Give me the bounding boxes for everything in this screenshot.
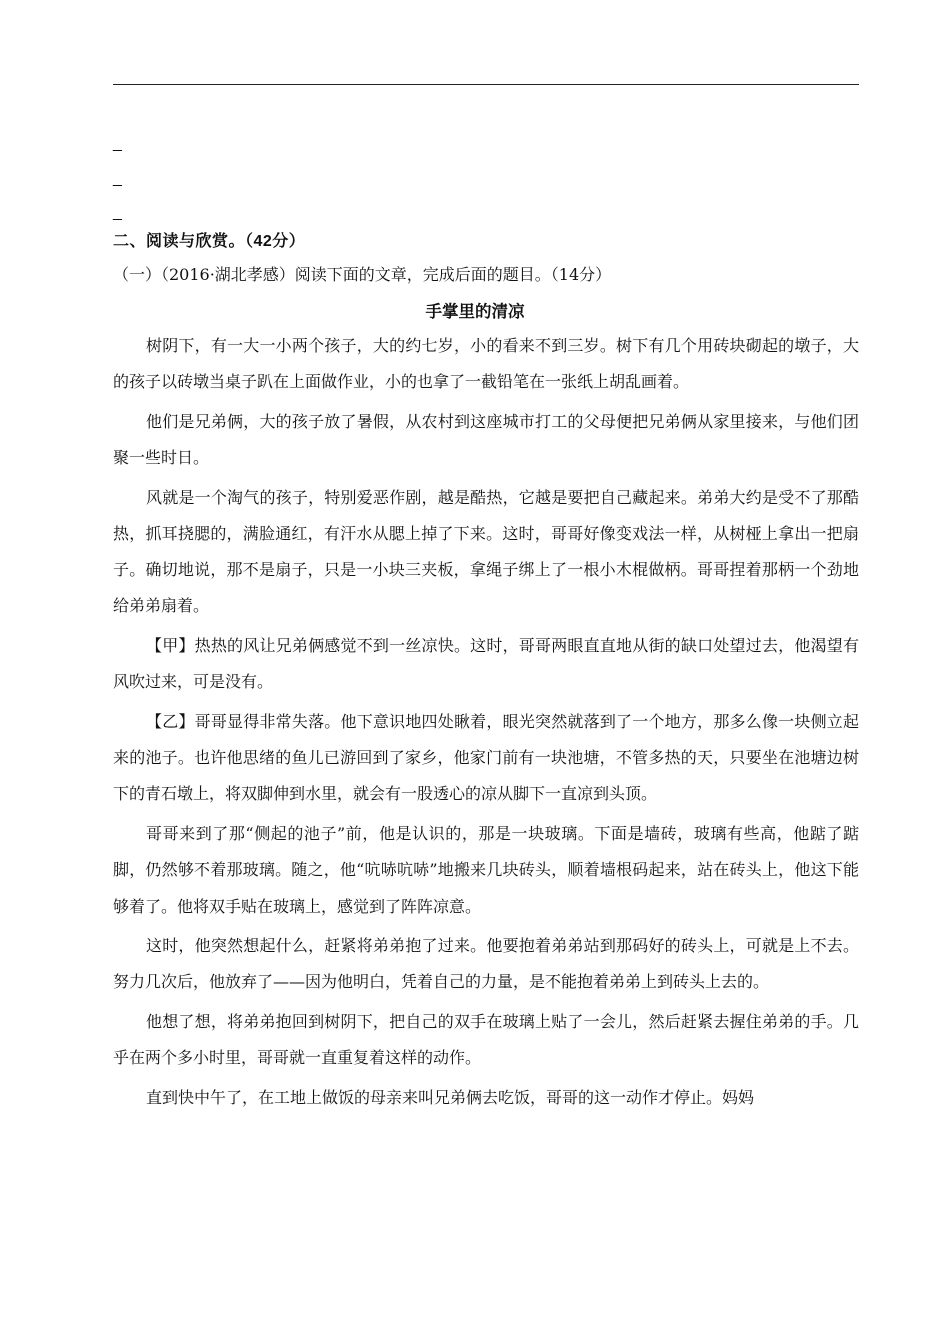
blank-line-3: _ xyxy=(113,204,122,221)
paragraph-3: 风就是一个淘气的孩子，特别爱恶作剧，越是酷热，它越是要把自己藏起来。弟弟大约是受不了那酷热，抓耳挠腮的，满脸通红，有汗水从腮上掉了下来。这时，哥哥好像变戏法一样，从树桠上拿出一把扇子。确切地说，那不是扇子，只是一小块三夹板，拿绳子绑上了一根小木棍做柄。哥哥捏着那柄一个劲地给弟弟扇着。 xyxy=(113,487,859,616)
article-body xyxy=(113,328,859,1120)
paragraph-8: 他想了想，将弟弟抱回到树阴下，把自己的双手在玻璃上贴了一会儿，然后赶紧去握住弟弟的手。几乎在两个多小时里，哥哥就一直重复着这样的动作。 xyxy=(113,1012,859,1068)
blank-line-2: _ xyxy=(113,170,122,187)
paragraph-2: 他们是兄弟俩，大的孩子放了暑假，从农村到这座城市打工的父母便把兄弟俩从家里接来，与他们团聚一些时日。 xyxy=(113,411,859,468)
paragraph-9: 直到快中午了，在工地上做饭的母亲来叫兄弟俩去吃饭，哥哥的这一动作才停止。妈妈 xyxy=(146,1088,755,1108)
blank-line-1: _ xyxy=(113,135,122,152)
paragraph-4: 【甲】热热的风让兄弟俩感觉不到一丝凉快。这时，哥哥两眼直直地从街的缺口处望过去，他渴望有风吹过来，可是没有。 xyxy=(113,636,859,692)
paragraph-5: 【乙】哥哥显得非常失落。他下意识地四处瞅着，眼光突然就落到了一个地方，那多么像一块侧立起来的池子。也许他思绪的鱼儿已游回到了家乡，他家门前有一块池塘，不管多热的天，只要坐在池塘边树下的青石墩上，将双脚伸到水里，就会有一股透心的凉从脚下一直凉到头顶。 xyxy=(113,712,859,804)
header-rule xyxy=(113,84,859,85)
subsection-heading: （一）（2016·湖北孝感）阅读下面的文章，完成后面的题目。（14分） xyxy=(113,265,612,284)
article-title: 手掌里的清凉 xyxy=(425,303,525,321)
paragraph-6: 哥哥来到了那“侧起的池子”前，他是认识的，那是一块玻璃。下面是墙砖，玻璃有些高，他踮了踮脚，仍然够不着那玻璃。随之，他“吭哧吭哧”地搬来几块砖头，顺着墙根码起来，站在砖头上，他这下能够着了。他将双手贴在玻璃上，感觉到了阵阵凉意。 xyxy=(113,824,859,916)
paragraph-1: 树阴下，有一大一小两个孩子，大的约七岁，小的看来不到三岁。树下有几个用砖块砌起的墩子，大的孩子以砖墩当桌子趴在上面做作业，小的也拿了一截铅笔在一张纸上胡乱画着。 xyxy=(113,336,859,392)
section-heading: 二、阅读与欣赏。（42分） xyxy=(113,233,306,250)
paragraph-7: 这时，他突然想起什么，赶紧将弟弟抱了过来。他要抱着弟弟站到那码好的砖头上，可就是上不去。努力几次后，他放弃了——因为他明白，凭着自己的力量，是不能抱着弟弟上到砖头上去的。 xyxy=(113,936,859,992)
